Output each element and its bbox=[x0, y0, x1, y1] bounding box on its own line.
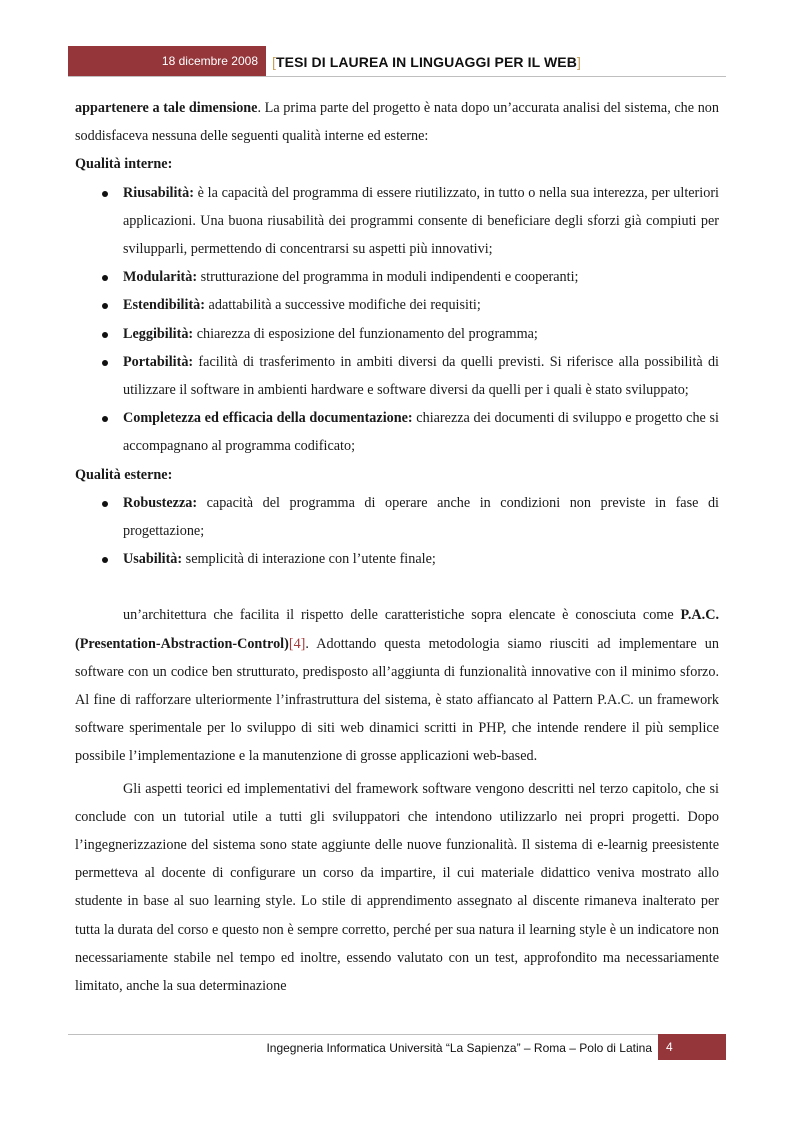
pac-rest: . Adottando questa metodologia siamo riusciti ad implementare un software con un codice ben strutturato, predisposto all’aggiunta di funzionalità innovative con il minimo sforzo. Al fine di rafforzare ulteriormente l’infrastruttura del sistema, è stato affiancato al Pattern P.A.C. un framework software sperimentale per lo sviluppo di siti web dinamici scritti in PHP, che intende rendere il più semplice possibile l’implementazione e la manutenzione di grosse applicazioni web-based. bbox=[75, 635, 719, 765]
item-desc: capacità del programma di operare anche in condizioni non previste in fase di progettazione; bbox=[123, 494, 719, 540]
item-term: Riusabilità: bbox=[123, 184, 194, 201]
bullet-icon bbox=[102, 557, 108, 563]
bullet-icon bbox=[102, 360, 108, 366]
bullet-icon bbox=[102, 332, 108, 338]
list-item bbox=[75, 320, 719, 348]
intro-text: . La prima parte del progetto è nata dopo un’accurata analisi del sistema, che non soddisfaceva nessuna delle seguenti qualità interne ed esterne: bbox=[75, 100, 719, 145]
pac-bold: P.A.C. (Presentation-Abstraction-Control) bbox=[75, 607, 719, 652]
page-content bbox=[75, 94, 719, 1000]
item-term: Usabilità: bbox=[123, 551, 183, 568]
reference-link[interactable]: [4] bbox=[288, 635, 306, 652]
item-desc: facilità di trasferimento in ambiti diversi da quelli previsti. Si riferisce alla possibilità di utilizzare il software in ambienti hardware e software diversi da quelli per i quali è stato sviluppato; bbox=[123, 353, 719, 399]
header-bracket-open: [ bbox=[272, 54, 276, 70]
item-desc: semplicità di interazione con l’utente finale; bbox=[182, 551, 436, 568]
bullet-icon bbox=[102, 191, 108, 197]
bullet-icon bbox=[102, 303, 108, 309]
bullet-icon bbox=[102, 501, 108, 507]
item-term: Portabilità: bbox=[123, 353, 194, 370]
list-item bbox=[75, 545, 719, 573]
framework-paragraph: Gli aspetti teorici ed implementativi del framework software vengono descritti nel terzo capitolo, che si conclude con un tutorial utile a tutti gli sviluppatori che intendono utilizzarlo nei propri progetti. Dopo l’ingegnerizzazione del sistema sono state aggiunte delle nuove funzionalità. Il sistema di e-learnig preesistente permetteva al docente di configurare un corso da impartire, il cui materiale didattico veniva mostrato allo studente in base al suo learning style. Lo stile di apprendimento assegnato al discente rimaneva inalterato per tutta la durata del corso e questo non è sempre corretto, perché per sua natura il learning style è un indicatore non necessariamente stabile nel tempo ed inoltre, essendo valutato con un test, approfondito ma necessariamente limitato, anche la sua determinazione bbox=[75, 780, 719, 995]
intro-bold: appartenere a tale dimensione bbox=[75, 100, 258, 116]
item-desc: è la capacità del programma di essere riutilizzato, in tutto o nella sua interezza, per ulteriori applicazioni. Una buona riusabilità dei programmi consente di beneficiare degli sforzi già compiuti per svilupparli, permettendo di concentrarsi su aspetti più innovativi; bbox=[123, 184, 719, 258]
item-term: Modularità: bbox=[123, 269, 198, 286]
item-desc: adattabilità a successive modifiche dei requisiti; bbox=[205, 297, 481, 314]
internal-qualities-list bbox=[75, 179, 719, 461]
item-term: Leggibilità: bbox=[123, 325, 194, 342]
bullet-icon bbox=[102, 416, 108, 422]
footer-text: Ingegneria Informatica Università “La Sapienza” – Roma – Polo di Latina bbox=[266, 1041, 652, 1055]
external-qualities-list bbox=[75, 489, 719, 574]
list-item bbox=[75, 291, 719, 319]
list-item bbox=[75, 263, 719, 291]
pac-lead: un’architettura che facilita il rispetto delle caratteristiche sopra elencate è conosciuta come bbox=[123, 607, 681, 624]
item-desc: strutturazione del programma in moduli indipendenti e cooperanti; bbox=[197, 269, 579, 286]
list-item bbox=[75, 179, 719, 264]
item-term: Robustezza: bbox=[123, 494, 198, 511]
header-bracket-close: ] bbox=[576, 54, 581, 70]
header-title-text: TESI DI LAUREA IN LINGUAGGI PER IL WEB bbox=[276, 54, 577, 70]
item-desc: chiarezza dei documenti di sviluppo e progetto che si accompagnano al programma codificato; bbox=[123, 410, 719, 455]
page-number: 4 bbox=[666, 1040, 673, 1054]
list-item bbox=[75, 404, 719, 460]
footer-rule bbox=[68, 1034, 726, 1035]
internal-qualities-heading: Qualità interne: bbox=[75, 156, 173, 173]
header-title bbox=[272, 49, 581, 75]
item-term: Estendibilità: bbox=[123, 297, 205, 314]
item-desc: chiarezza di esposizione del funzionamento del programma; bbox=[193, 325, 538, 342]
intro-paragraph bbox=[75, 94, 719, 150]
list-item bbox=[75, 489, 719, 545]
bullet-icon bbox=[102, 275, 108, 281]
pac-paragraph bbox=[75, 601, 719, 770]
header-rule bbox=[68, 76, 726, 77]
item-term: Completezza ed efficacia della documentazione: bbox=[123, 410, 413, 427]
external-qualities-heading: Qualità esterne: bbox=[75, 466, 173, 483]
list-item bbox=[75, 348, 719, 404]
header-date: 18 dicembre 2008 bbox=[161, 54, 258, 68]
spacer bbox=[75, 573, 719, 601]
